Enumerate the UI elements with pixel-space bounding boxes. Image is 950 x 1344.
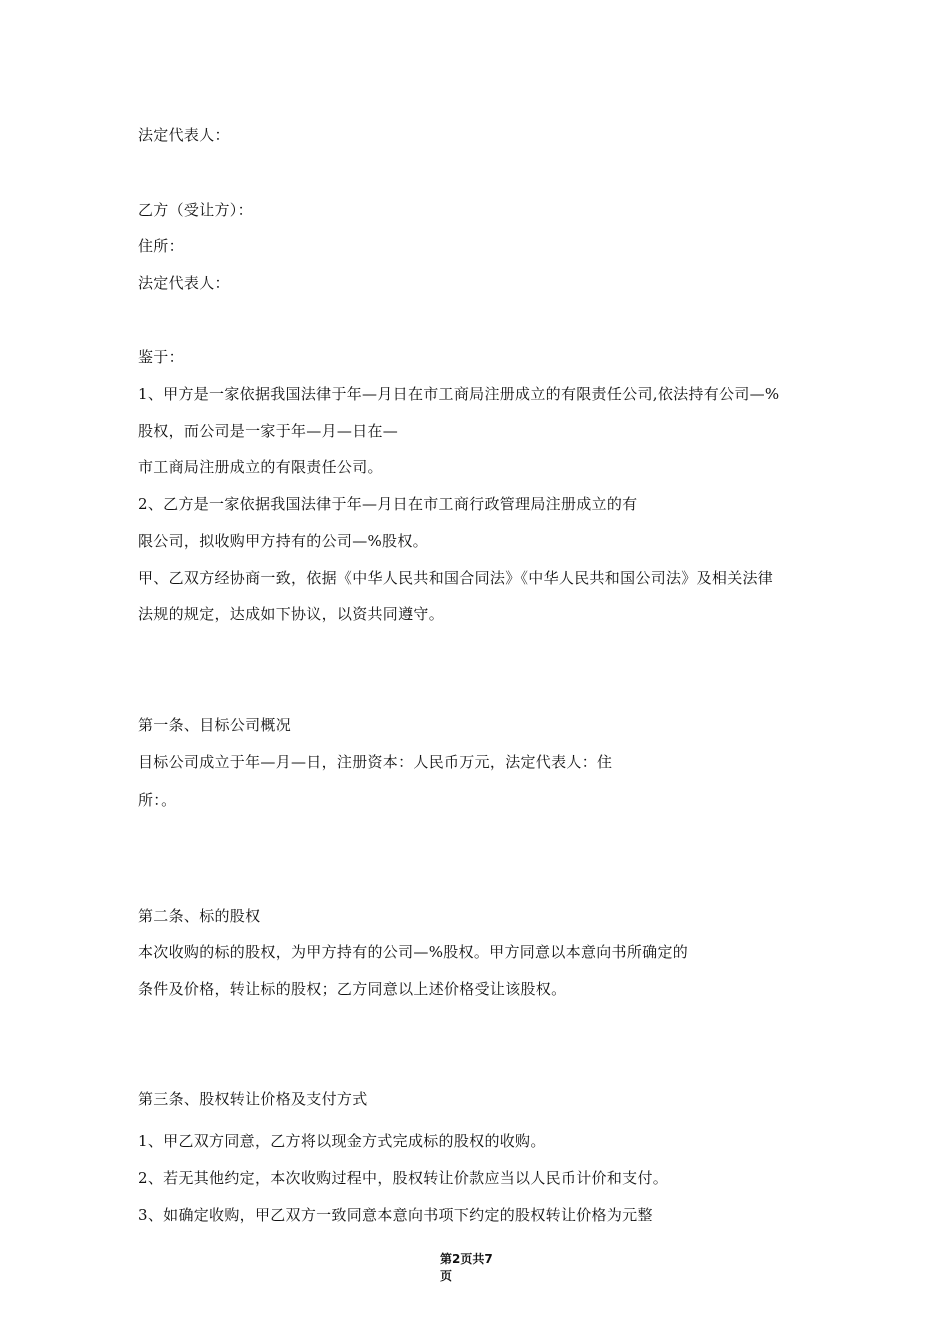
- article3-heading: 第三条、股权转让价格及支付方式: [138, 1090, 368, 1108]
- article2-line2: 条件及价格，转让标的股权；乙方同意以上述价格受让该股权。: [138, 980, 567, 998]
- article3-item2: 2、若无其他约定，本次收购过程中，股权转让价款应当以人民币计价和支付。: [138, 1169, 669, 1187]
- whereas-item1-line2: 股权，而公司是一家于年—月—日在—: [138, 422, 399, 440]
- article1-heading: 第一条、目标公司概况: [138, 716, 292, 734]
- whereas-heading: 鉴于：: [138, 348, 184, 366]
- whereas-item2-line1: 2、乙方是一家依据我国法律于年—月日在市工商行政管理局注册成立的有: [138, 495, 638, 513]
- party-b-legal-rep: 法定代表人：: [138, 274, 230, 292]
- article1-line2: 所：。: [138, 791, 177, 809]
- whereas-item2-line2: 限公司，拟收购甲方持有的公司—%股权。: [138, 532, 428, 550]
- article3-item3: 3、如确定收购，甲乙双方一致同意本意向书项下约定的股权转让价格为元整: [138, 1206, 653, 1224]
- party-b-title: 乙方（受让方）：: [138, 201, 253, 219]
- article2-heading: 第二条、标的股权: [138, 907, 261, 925]
- whereas-item1-line3: 市工商局注册成立的有限责任公司。: [138, 458, 383, 476]
- party-a-legal-rep: 法定代表人：: [138, 126, 230, 144]
- article3-item1: 1、甲乙双方同意，乙方将以现金方式完成标的股权的收购。: [138, 1132, 546, 1150]
- agreement-line2: 法规的规定，达成如下协议，以资共同遵守。: [138, 605, 445, 623]
- article2-line1: 本次收购的标的股权，为甲方持有的公司—%股权。甲方同意以本意向书所确定的: [138, 943, 689, 961]
- article1-line1: 目标公司成立于年—月—日，注册资本：人民币万元，法定代表人：住: [138, 753, 613, 771]
- page-number-line1: 第2页共7: [440, 1252, 493, 1266]
- whereas-item1-line1: 1、甲方是一家依据我国法律于年—月日在市工商局注册成立的有限责任公司,依法持有公司—%: [138, 385, 780, 403]
- agreement-line1: 甲、乙双方经协商一致，依据《中华人民共和国合同法》《中华人民共和国公司法》及相关法律: [138, 569, 774, 587]
- party-b-address: 住所：: [138, 237, 184, 255]
- page-number-line2: 页: [440, 1269, 453, 1283]
